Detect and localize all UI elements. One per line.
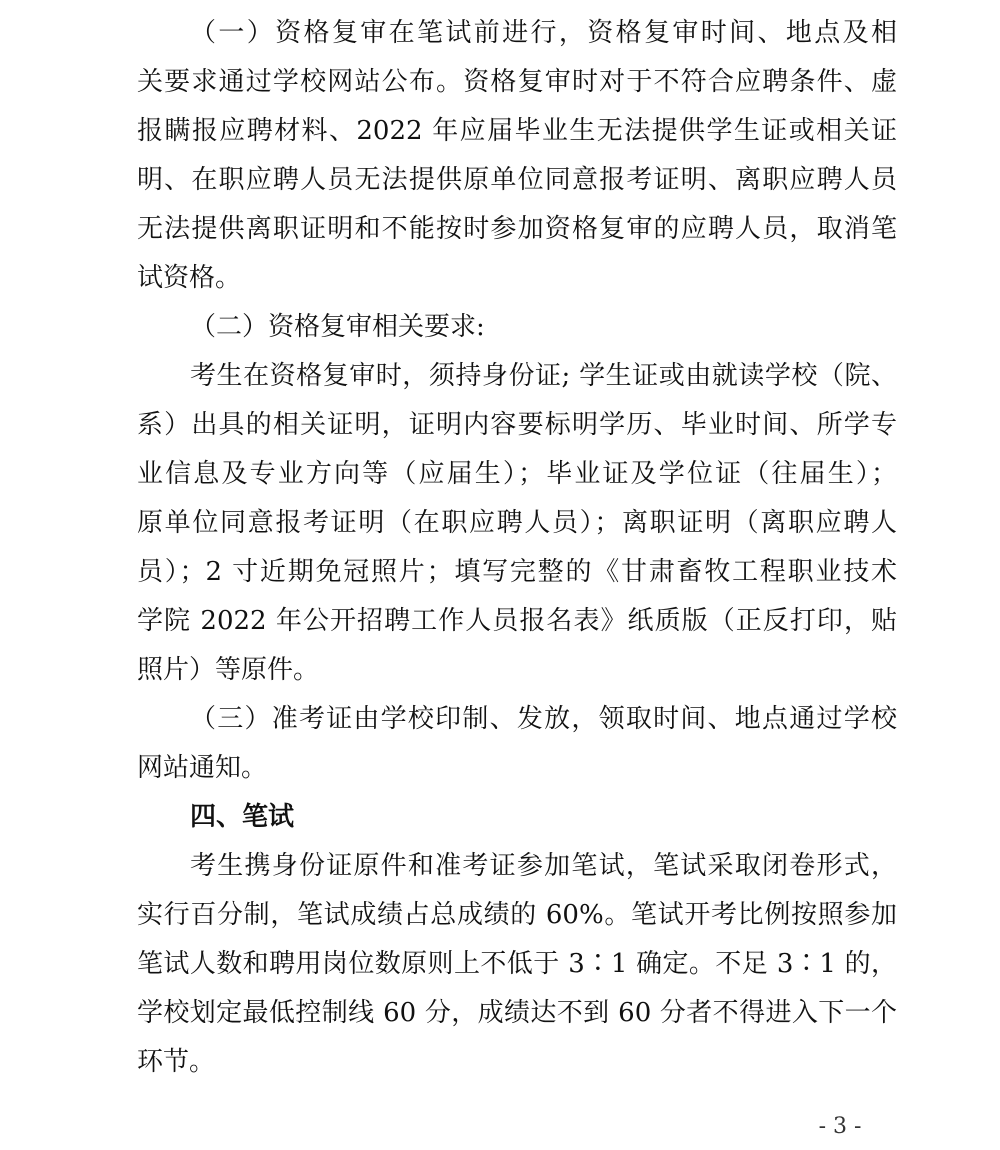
paragraph-4-line-4: 学校划定最低控制线 60 分，成绩达不到 60 分者不得进入下一个: [137, 998, 897, 1028]
paragraph-1-line-5: 无法提供离职证明和不能按时参加资格复审的应聘人员，取消笔: [137, 214, 897, 244]
paragraph-2-line-3: 业信息及专业方向等（应届生）；毕业证及学位证（往届生）；: [137, 459, 897, 489]
paragraph-2-line-1: 考生在资格复审时，须持身份证; 学生证或由就读学校（院、: [190, 361, 897, 391]
paragraph-3-line-1: （三）准考证由学校印制、发放，领取时间、地点通过学校: [190, 704, 897, 734]
paragraph-4-line-3: 笔试人数和聘用岗位数原则上不低于 3∶1 确定。不足 3∶1 的，: [137, 949, 897, 979]
subsection-heading-2: （二）资格复审相关要求:: [190, 312, 485, 342]
paragraph-2-line-2: 系）出具的相关证明，证明内容要标明学历、毕业时间、所学专: [137, 410, 897, 440]
paragraph-1-line-1: （一）资格复审在笔试前进行，资格复审时间、地点及相: [190, 18, 897, 48]
paragraph-4-line-5: 环节。: [137, 1047, 216, 1077]
paragraph-2-line-6: 学院 2022 年公开招聘工作人员报名表》纸质版（正反打印，贴: [137, 606, 897, 636]
paragraph-1-line-2: 关要求通过学校网站公布。资格复审时对于不符合应聘条件、虚: [137, 67, 897, 97]
section-heading-exam: 四、笔试: [190, 802, 295, 832]
paragraph-2-line-5: 员）；2 寸近期免冠照片；填写完整的《甘肃畜牧工程职业技术: [137, 557, 897, 587]
paragraph-1-line-3: 报瞒报应聘材料、2022 年应届毕业生无法提供学生证或相关证: [137, 116, 897, 146]
paragraph-4-line-2: 实行百分制，笔试成绩占总成绩的 60%。笔试开考比例按照参加: [137, 900, 897, 930]
paragraph-1-line-4: 明、在职应聘人员无法提供原单位同意报考证明、离职应聘人员: [137, 165, 897, 195]
page-number: - 3 -: [818, 1114, 862, 1139]
paragraph-4-line-1: 考生携身份证原件和准考证参加笔试，笔试采取闭卷形式，: [190, 851, 897, 881]
paragraph-3-line-2: 网站通知。: [137, 753, 268, 783]
paragraph-2-line-7: 照片）等原件。: [137, 655, 320, 685]
paragraph-2-line-4: 原单位同意报考证明（在职应聘人员）；离职证明（离职应聘人: [137, 508, 897, 538]
paragraph-1-line-6: 试资格。: [137, 263, 242, 293]
